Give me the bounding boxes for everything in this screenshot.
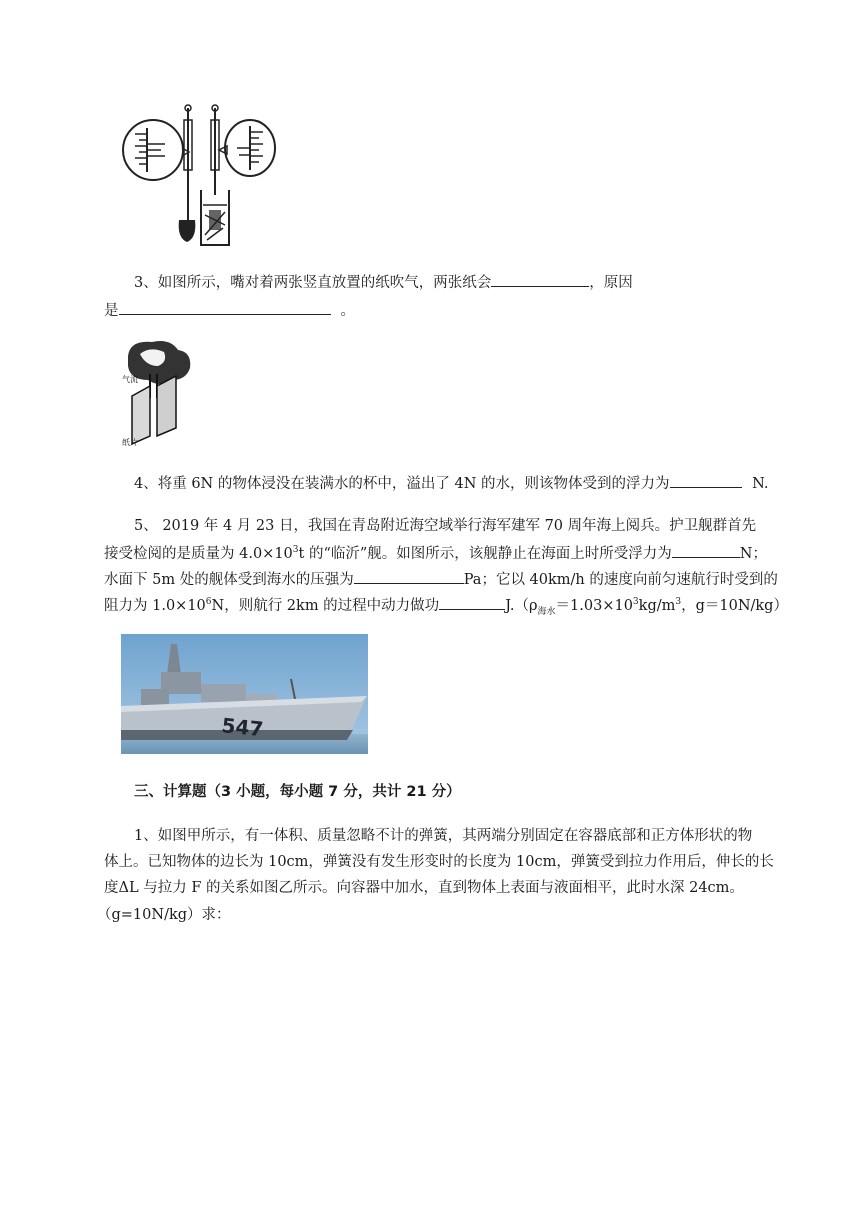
q5-text-2a: 接受检阅的是质量为 4.0×10: [104, 546, 293, 562]
q5-text-4a: 阻力为 1.0×10: [104, 598, 206, 614]
q3-text-b: ，原因: [589, 275, 633, 291]
calc1-line-3: [104, 878, 744, 898]
q5-blank-work[interactable]: [439, 595, 505, 610]
q5-text-2b: t 的“临沂”舰。如图所示，该舰静止在海面上时所受浮力为: [298, 546, 672, 562]
q3-line-1: [134, 272, 633, 293]
calc1-text-2: 体上。已知物体的边长为 10cm，弹簧没有发生形变时的长度为 10cm，弹簧受到拉力作用后，伸长的长: [104, 854, 774, 870]
airflow-label: 气流: [122, 375, 138, 384]
calc1-text-4: （g=10N/kg）求：: [97, 907, 231, 923]
calc1-line-2: [104, 852, 774, 872]
q5-text-3a: 水面下 5m 处的舰体受到海水的压强为: [104, 572, 354, 588]
q3-blank-2[interactable]: [119, 300, 331, 315]
q5-text-4b: N，则航行 2km 的过程中动力做功: [211, 598, 440, 614]
ship-hull-number: 547: [220, 713, 265, 742]
calc1-text-3: 度ΔL 与拉力 F 的关系如图乙所示。向容器中加水，直到物体上表面与液面相平，此时水深 24cm。: [104, 880, 744, 896]
q5-text-4f: ，g＝10N/kg）: [681, 598, 788, 614]
paper-label: 纸片: [122, 438, 138, 447]
q5-sup-4: 3: [675, 597, 682, 608]
calc1-line-1: [134, 826, 752, 846]
q3-text-d: 。: [340, 303, 355, 319]
q3-text-a: 3、如图所示，嘴对着两张竖直放置的纸吹气，两张纸会: [134, 275, 492, 291]
q5-sup-3: 3: [632, 597, 639, 608]
q5-text-4d: ＝1.03×10: [555, 598, 633, 614]
q3-blank-1[interactable]: [491, 272, 589, 287]
q5-text-1: 5、 2019 年 4 月 23 日，我国在青岛附近海空域举行海军建军 70 周年海上阅兵。护卫舰群首先: [134, 518, 757, 534]
q5-sup-2: 6: [205, 597, 212, 608]
q3-line-2: [104, 300, 355, 321]
q5-blank-buoyancy[interactable]: [672, 543, 740, 558]
warship-photo: [121, 634, 368, 754]
q4-line: [134, 473, 768, 494]
q5-text-4c: J.（ρ: [505, 598, 538, 614]
q5-line-2: [104, 543, 767, 564]
q5-text-2c: N；: [739, 546, 767, 562]
q5-sup-1: 3: [292, 545, 299, 556]
paper-blowing-drawing: [120, 336, 195, 448]
q4-text-a: 4、将重 6N 的物体浸没在装满水的杯中，溢出了 4N 的水，则该物体受到的浮力为: [134, 476, 670, 492]
q5-line-1: [134, 516, 756, 536]
q4-text-b: N.: [752, 476, 769, 492]
section-3-heading: [134, 782, 461, 802]
warship-drawing: [121, 634, 368, 754]
q4-blank[interactable]: [670, 473, 742, 488]
paper-blowing-figure: [120, 336, 195, 448]
q5-text-3b: Pa；它以 40km/h 的速度向前匀速航行时受到的: [463, 572, 778, 588]
calc1-text-1: 1、如图甲所示，有一体积、质量忽略不计的弹簧，其两端分别固定在容器底部和正方体形状的物: [134, 828, 753, 844]
q5-sub-seawater: 海水: [537, 606, 556, 617]
q3-text-c: 是: [104, 303, 119, 319]
q5-text-4e: kg/m: [638, 598, 676, 614]
spring-scale-drawing: [115, 100, 295, 250]
spring-scale-figure: [115, 100, 295, 250]
calc1-line-4: [97, 905, 231, 925]
q5-line-4: [104, 595, 788, 616]
q5-line-3: [104, 569, 778, 590]
section-3-heading-text: 三、计算题（3 小题，每小题 7 分，共计 21 分）: [134, 784, 461, 800]
q5-blank-pressure[interactable]: [354, 569, 464, 584]
